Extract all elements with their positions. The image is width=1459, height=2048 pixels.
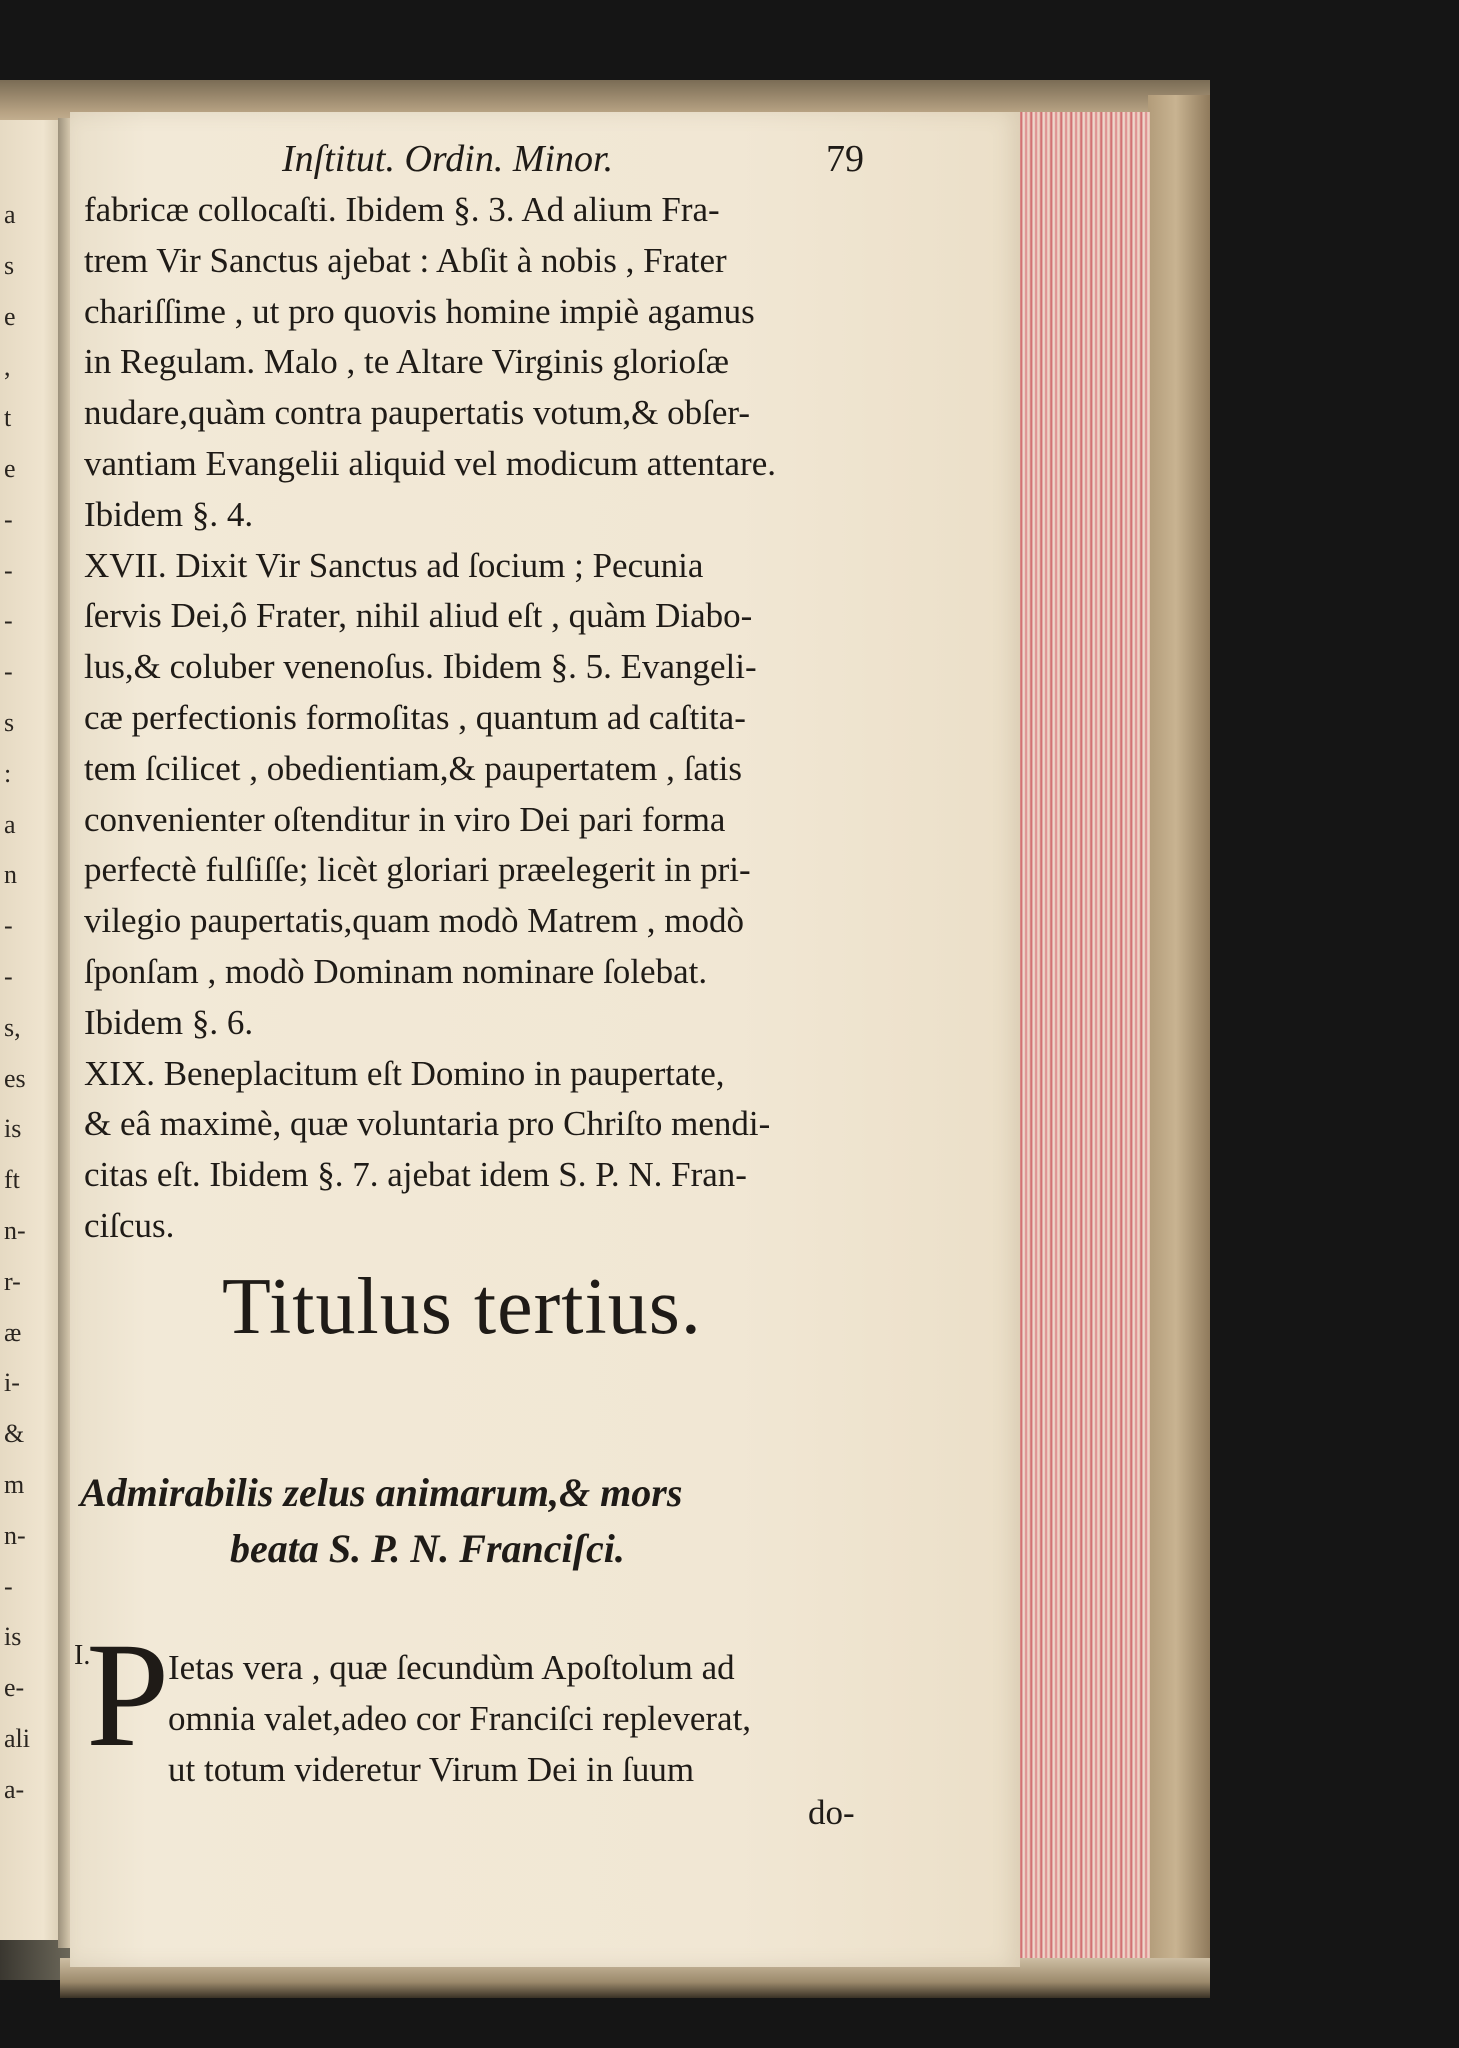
margin-fragment: t [4, 403, 12, 433]
margin-fragment: n- [4, 1215, 26, 1245]
margin-fragment: - [4, 555, 13, 585]
margin-fragment: & [4, 1419, 25, 1449]
text-line: ſervis Dei,ô Frater, nihil aliud eſt , quàm Diabo- [84, 596, 753, 636]
margin-fragment: e- [4, 1673, 25, 1703]
margin-fragment: - [4, 657, 13, 687]
margin-fragment: s, [4, 1012, 21, 1042]
section-title: Titulus tertius. [222, 1263, 702, 1351]
left-page [0, 120, 62, 1940]
text-line: ciſcus. [84, 1205, 175, 1245]
text-line: perfectè fulſiſſe; licèt gloriari præelegerit in pri- [84, 850, 751, 890]
margin-fragment: - [4, 961, 13, 991]
text-line: cæ perfectionis formoſitas , quantum ad caſtita- [84, 697, 746, 737]
subtitle-line-1: Admirabilis zelus animarum,& mors [80, 1470, 683, 1515]
text-line: Ietas vera , quæ ſecundùm Apoſtolum ad [168, 1648, 735, 1687]
text-line: Ibidem §. 4. [84, 494, 254, 534]
paragraph-number: I. [74, 1640, 91, 1671]
margin-fragment: æ [4, 1317, 22, 1347]
margin-fragment: a [4, 809, 16, 839]
margin-fragment: is [4, 1114, 22, 1144]
subtitle-line-2: beata S. P. N. Franciſci. [230, 1526, 625, 1571]
text-line: chariſſime , ut pro quovis homine impiè agamus [84, 291, 755, 331]
text-line: trem Vir Sanctus ajebat : Abſit à nobis , Frater [84, 240, 727, 280]
text-line: vilegio paupertatis,quam modò Matrem , modò [84, 901, 745, 941]
text-line: XVII. Dixit Vir Sanctus ad ſocium ; Pecunia [84, 545, 704, 585]
paragraph-text [168, 1643, 868, 1795]
margin-fragment: i- [4, 1368, 20, 1398]
margin-fragment: a [4, 200, 16, 229]
margin-fragment: s [4, 707, 15, 737]
margin-fragment: s [4, 250, 15, 280]
body-text [84, 185, 874, 1252]
left-page-margin-text [4, 190, 54, 1816]
margin-fragment: a- [4, 1774, 25, 1804]
margin-fragment: es [4, 1063, 26, 1093]
margin-fragment: - [4, 606, 13, 636]
margin-fragment: m [4, 1469, 25, 1499]
margin-fragment: , [4, 352, 11, 382]
text-line: convenienter oſtenditur in viro Dei pari forma [84, 799, 726, 839]
fore-edge-red [1018, 112, 1150, 1967]
margin-fragment: is [4, 1622, 22, 1652]
text-line: & eâ maximè, quæ voluntaria pro Chriſto mendi- [84, 1104, 771, 1144]
text-line: ut totum videretur Virum Dei in ſuum [168, 1749, 695, 1789]
section-subtitle [80, 1465, 870, 1577]
margin-fragment: - [4, 1571, 13, 1601]
margin-fragment: e [4, 301, 16, 331]
text-line: in Regulam. Malo , te Altare Virginis glorioſæ [84, 342, 730, 382]
running-head: Inſtitut. Ordin. Minor. [282, 138, 614, 180]
text-line: Ibidem §. 6. [84, 1002, 254, 1042]
text-line: citas eſt. Ibidem §. 7. ajebat idem S. P. N. Fran- [84, 1155, 747, 1195]
margin-fragment: - [4, 504, 13, 534]
text-line: tem ſcilicet , obedientiam,& paupertatem , ſatis [84, 748, 742, 788]
margin-fragment: ft [4, 1165, 20, 1195]
text-line: ſponſam , modò Dominam nominare ſolebat. [84, 951, 708, 991]
text-line: omnia valet,adeo cor Franciſci repleverat, [168, 1698, 752, 1738]
text-line: fabricæ collocaſti. Ibidem §. 3. Ad alium Fra- [84, 190, 720, 229]
text-line: vantiam Evangelii aliquid vel modicum attentare. [84, 443, 777, 483]
margin-fragment: n [4, 860, 17, 890]
text-line: XIX. Beneplacitum eſt Domino in paupertate, [84, 1053, 725, 1093]
text-line: lus,& coluber venenoſus. Ibidem §. 5. Evangeli- [84, 647, 757, 687]
margin-fragment: ali [4, 1723, 30, 1753]
margin-fragment: r- [4, 1266, 21, 1296]
margin-fragment: e [4, 453, 16, 483]
fore-edge-board [1148, 95, 1210, 1990]
margin-fragment: : [4, 758, 12, 788]
margin-fragment: - [4, 911, 13, 941]
catchword: do- [808, 1793, 855, 1832]
page-number: 79 [826, 138, 864, 180]
text-line: nudare,quàm contra paupertatis votum,& obſer- [84, 393, 751, 433]
drop-cap: P [86, 1612, 170, 1778]
margin-fragment: n- [4, 1520, 26, 1550]
